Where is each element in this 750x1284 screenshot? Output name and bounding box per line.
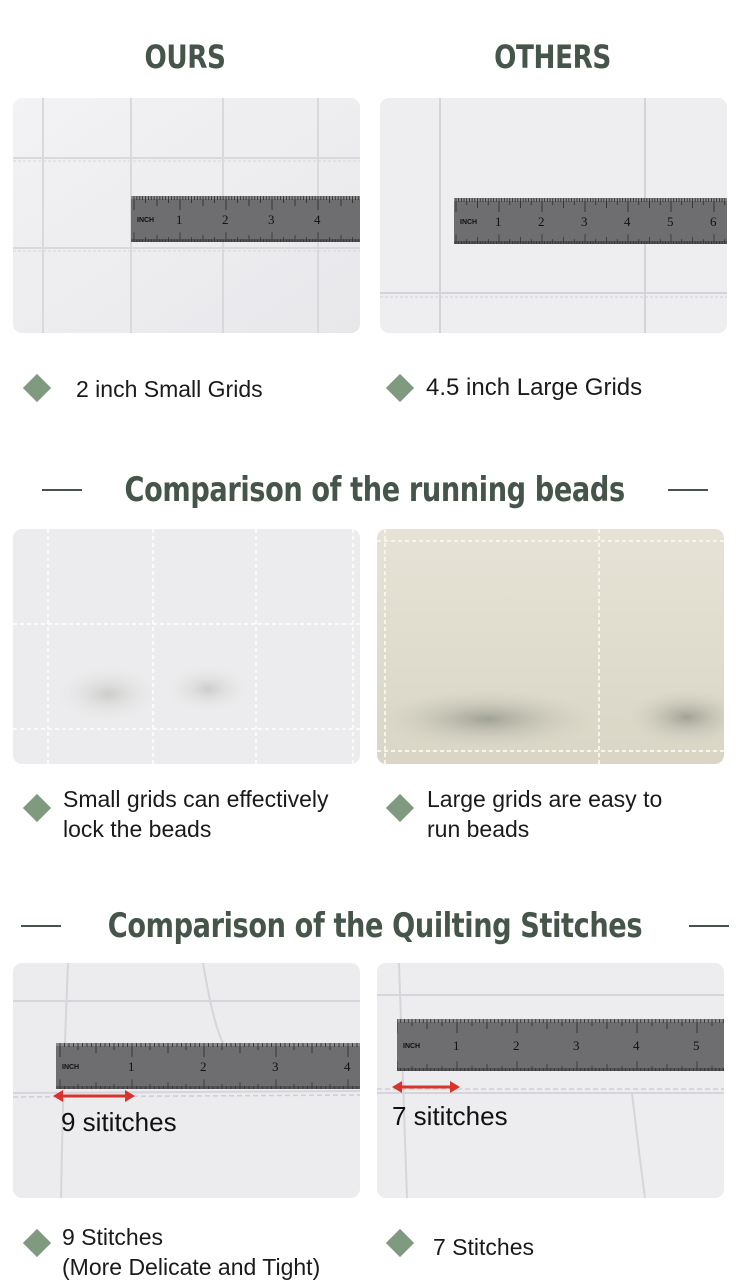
ours-grid-caption: 2 inch Small Grids: [76, 376, 263, 402]
ruler-number: 3: [272, 1059, 279, 1074]
diamond-bullet-icon: [23, 1229, 51, 1257]
others-stitch-arrow-icon: [392, 1080, 460, 1094]
others-stitches-photo: [377, 963, 724, 1198]
others-beads-caption: [427, 784, 662, 844]
others-stitch-count-label: 7 sititches: [392, 1101, 508, 1131]
stitches-section-title: [0, 906, 750, 946]
ours-stitches-ruler: [56, 1043, 360, 1089]
diamond-bullet-icon: [386, 1229, 414, 1257]
title-rule-left: [42, 489, 82, 491]
ours-stitches-caption: [62, 1222, 320, 1282]
others-stitches-caption: 7 Stitches: [433, 1234, 534, 1260]
ruler-number: 3: [581, 214, 588, 229]
ours-stitch-arrow-icon: [53, 1089, 135, 1103]
beads-section-title: [0, 470, 750, 510]
ruler-number: 2: [513, 1038, 520, 1053]
diamond-bullet-icon: [23, 374, 51, 402]
ruler-unit-label: INCH: [62, 1064, 80, 1071]
ruler-number: 1: [128, 1059, 135, 1074]
ruler-number: 4: [314, 212, 321, 227]
diamond-bullet-icon: [386, 794, 414, 822]
ruler-number: 2: [222, 212, 229, 227]
others-grid-ruler: [454, 198, 727, 244]
stitches-title-text: Comparison of the Quilting Stitches: [107, 906, 643, 946]
ruler-number: 2: [200, 1059, 207, 1074]
others-grid-caption: 4.5 inch Large Grids: [426, 374, 643, 401]
title-rule-right: [689, 925, 729, 927]
ruler-body: [131, 196, 360, 242]
others-grid-photo: [380, 98, 727, 333]
diamond-bullet-icon: [386, 374, 414, 402]
others-stitches-ruler: [397, 1019, 724, 1071]
ours-grid-ruler: [131, 196, 360, 242]
ours-stitches-photo: [13, 963, 360, 1198]
ruler-number: 3: [573, 1038, 580, 1053]
ruler-number: 1: [176, 212, 183, 227]
ours-beads-caption-line1: Small grids can effectively: [63, 786, 329, 812]
ruler-unit-label: INCH: [460, 219, 478, 226]
ours-beads-photo: [13, 529, 360, 764]
ruler-number: 4: [344, 1059, 351, 1074]
ruler-unit-label: INCH: [403, 1043, 421, 1050]
ruler-number: 5: [693, 1038, 700, 1053]
ours-stitch-count-label: 9 sititches: [61, 1107, 177, 1137]
ours-stitches-caption-line2: (More Delicate and Tight): [62, 1254, 321, 1280]
ruler-body: [397, 1019, 724, 1071]
ruler-number: 4: [624, 214, 631, 229]
diamond-bullet-icon: [23, 794, 51, 822]
ours-beads-caption-line2: lock the beads: [63, 816, 212, 842]
ruler-body: [56, 1043, 360, 1089]
beads-title-text: Comparison of the running beads: [124, 470, 626, 510]
others-beads-photo: [377, 529, 724, 764]
others-header: OTHERS: [494, 38, 611, 76]
ours-header: OURS: [144, 38, 226, 76]
ours-stitches-caption-line1: 9 Stitches: [62, 1224, 163, 1250]
ruler-number: 1: [495, 214, 502, 229]
title-rule-left: [21, 925, 61, 927]
ours-grid-photo: [13, 98, 360, 333]
ruler-number: 6: [710, 214, 717, 229]
ruler-unit-label: INCH: [137, 217, 155, 224]
ruler-number: 5: [667, 214, 674, 229]
ruler-number: 2: [538, 214, 545, 229]
ours-beads-caption: [63, 784, 328, 844]
others-beads-caption-line1: Large grids are easy to: [427, 786, 663, 812]
others-beads-caption-line2: run beads: [427, 816, 530, 842]
ruler-number: 4: [633, 1038, 640, 1053]
ruler-number: 3: [268, 212, 275, 227]
title-rule-right: [668, 489, 708, 491]
ruler-number: 1: [453, 1038, 460, 1053]
